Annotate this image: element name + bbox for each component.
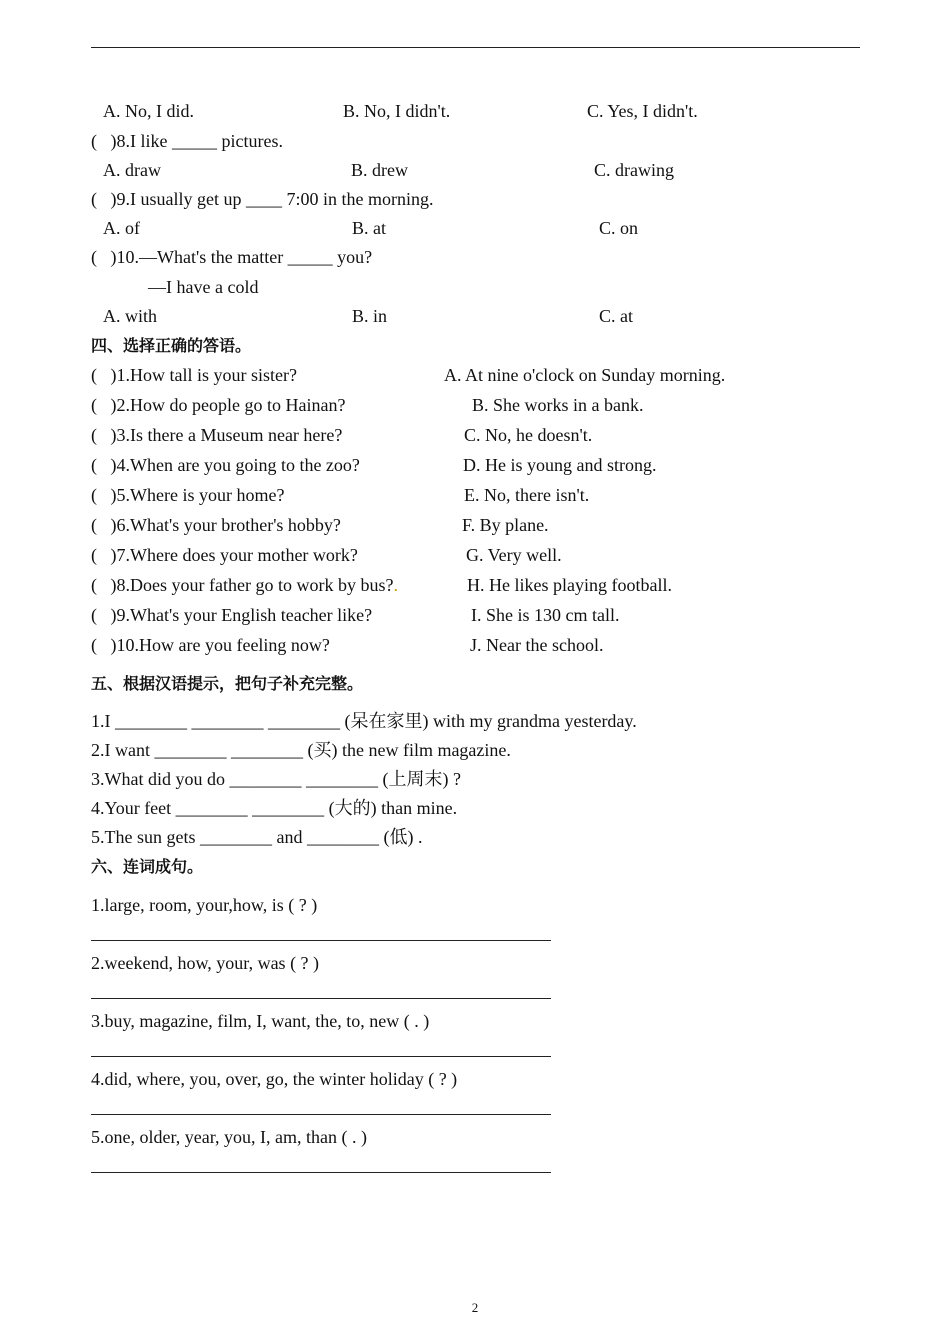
match-question-8-line	[91, 574, 398, 596]
answer-line-3	[91, 1056, 551, 1057]
match-question-2: ( )2.How do people go to Hainan?	[91, 395, 346, 415]
match-answer-a: A. At nine o'clock on Sunday morning.	[444, 365, 726, 385]
match-answer-h: H. He likes playing football.	[467, 575, 672, 595]
match-question-3: ( )3.Is there a Museum near here?	[91, 425, 343, 445]
match-answer-g: G. Very well.	[466, 545, 562, 565]
section5-heading: 五、根据汉语提示，把句子补充完整。	[91, 674, 364, 693]
fill-item-4: 4.Your feet ________ ________ (大的) than mine.	[91, 798, 458, 818]
reorder-item-5: 5.one, older, year, you, I, am, than ( . )	[91, 1127, 367, 1147]
reorder-item-4: 4.did, where, you, over, go, the winter holiday ( ? )	[91, 1069, 458, 1089]
q10-option-a: A. with	[103, 306, 157, 326]
match-question-4: ( )4.When are you going to the zoo?	[91, 455, 360, 475]
q7-option-b: B. No, I didn't.	[343, 101, 451, 121]
match-question-5: ( )5.Where is your home?	[91, 485, 285, 505]
q9-text: ( )9.I usually get up ____ 7:00 in the morning.	[91, 189, 434, 209]
match-answer-i: I. She is 130 cm tall.	[471, 605, 620, 625]
q9-option-a: A. of	[103, 218, 140, 238]
match-question-7: ( )7.Where does your mother work?	[91, 545, 358, 565]
match-answer-b: B. She works in a bank.	[472, 395, 644, 415]
highlight-dot: .	[393, 575, 398, 595]
q10-option-b: B. in	[352, 306, 388, 326]
section6-heading: 六、连词成句。	[91, 857, 204, 876]
q10-option-c: C. at	[599, 306, 633, 326]
fill-item-3: 3.What did you do ________ ________ (上周末) ?	[91, 769, 461, 789]
answer-line-4	[91, 1114, 551, 1115]
match-answer-f: F. By plane.	[462, 515, 549, 535]
q8-text: ( )8.I like _____ pictures.	[91, 131, 283, 151]
match-question-6: ( )6.What's your brother's hobby?	[91, 515, 341, 535]
match-answer-j: J. Near the school.	[470, 635, 604, 655]
q8-option-a: A. draw	[103, 160, 161, 180]
q10-reply: —I have a cold	[148, 277, 259, 297]
q9-option-b: B. at	[352, 218, 386, 238]
match-question-8: ( )8.Does your father go to work by bus?	[91, 575, 394, 595]
fill-item-2: 2.I want ________ ________ (买) the new film magazine.	[91, 740, 511, 760]
match-answer-d: D. He is young and strong.	[463, 455, 657, 475]
q8-option-b: B. drew	[351, 160, 408, 180]
match-question-9: ( )9.What's your English teacher like?	[91, 605, 373, 625]
answer-line-1	[91, 940, 551, 941]
fill-item-1: 1.I ________ ________ ________ (呆在家里) with my grandma yesterday.	[91, 711, 637, 731]
answer-line-5	[91, 1172, 551, 1173]
section4-heading: 四、选择正确的答语。	[91, 336, 252, 355]
q8-option-c: C. drawing	[594, 160, 674, 180]
match-answer-c: C. No, he doesn't.	[464, 425, 593, 445]
q7-option-c: C. Yes, I didn't.	[587, 101, 698, 121]
match-answer-e: E. No, there isn't.	[464, 485, 590, 505]
reorder-item-1: 1.large, room, your,how, is ( ? )	[91, 895, 318, 915]
q9-option-c: C. on	[599, 218, 639, 238]
header-rule	[91, 47, 860, 48]
match-question-1: ( )1.How tall is your sister?	[91, 365, 297, 385]
answer-line-2	[91, 998, 551, 999]
page-number: 2	[471, 1300, 479, 1315]
fill-item-5: 5.The sun gets ________ and ________ (低) .	[91, 827, 423, 847]
reorder-item-2: 2.weekend, how, your, was ( ? )	[91, 953, 320, 973]
q7-option-a: A. No, I did.	[103, 101, 194, 121]
reorder-item-3: 3.buy, magazine, film, I, want, the, to, new ( . )	[91, 1011, 430, 1031]
q10-text: ( )10.—What's the matter _____ you?	[91, 247, 373, 267]
match-question-10: ( )10.How are you feeling now?	[91, 635, 330, 655]
